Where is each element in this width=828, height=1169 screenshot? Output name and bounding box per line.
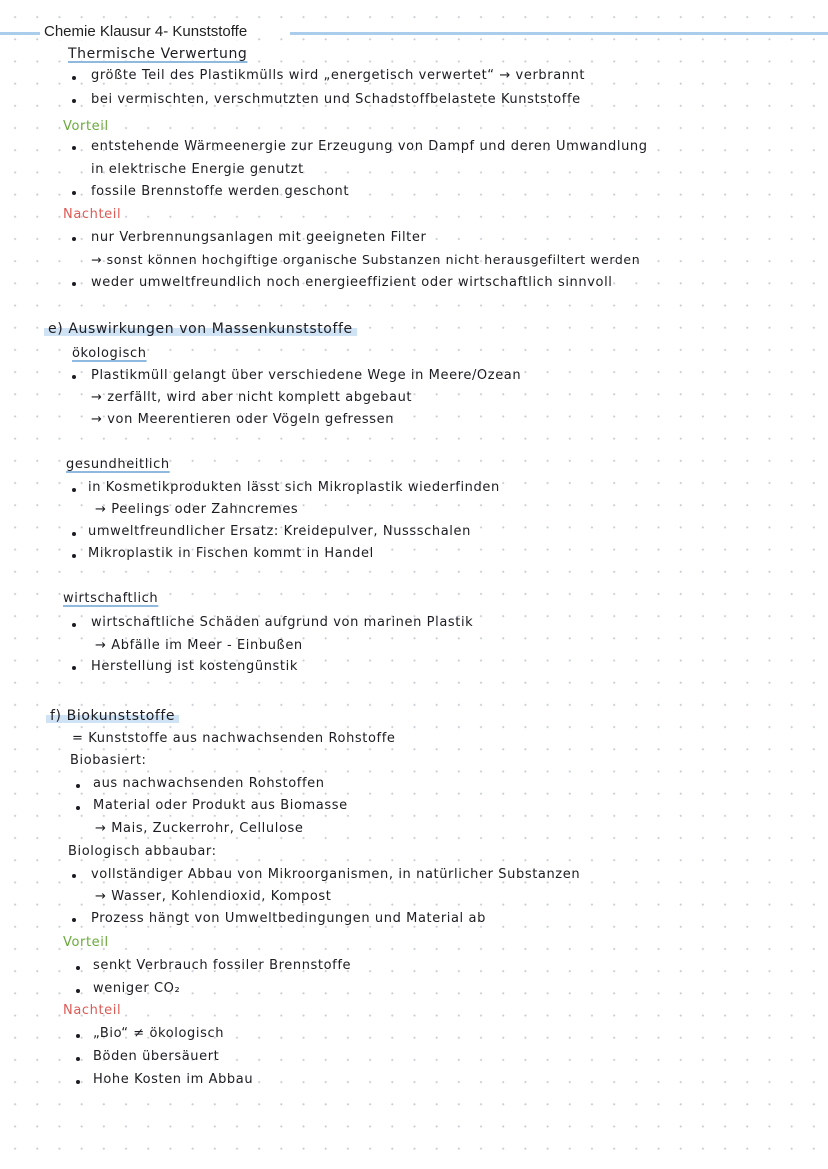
bullet bbox=[72, 375, 76, 379]
list-item: bei vermischten, verschmutzten und Schadstoffbelastete Kunststoffe bbox=[91, 92, 581, 107]
list-item: größte Teil des Plastikmülls wird „energetisch verwertet“ → verbrannt bbox=[91, 68, 586, 83]
list-item: weder umweltfreundlich noch energieeffizient oder wirtschaftlich sinnvoll bbox=[91, 275, 613, 290]
list-item: umweltfreundlicher Ersatz: Kreidepulver, Nussschalen bbox=[88, 524, 471, 539]
list-item: fossile Brennstoffe werden geschont bbox=[91, 184, 350, 199]
bullet bbox=[76, 1034, 80, 1038]
section-heading-e: e) Auswirkungen von Massenkunststoffe bbox=[44, 321, 357, 337]
bullet bbox=[72, 146, 76, 150]
subheading-biobasiert: Biobasiert: bbox=[70, 753, 147, 768]
section-heading-f: f) Biokunststoffe bbox=[46, 708, 179, 724]
title-rule-right bbox=[290, 32, 828, 35]
bullet bbox=[72, 554, 76, 558]
list-item: Hohe Kosten im Abbau bbox=[93, 1072, 254, 1087]
bullet bbox=[72, 99, 76, 103]
bullet bbox=[76, 966, 80, 970]
bullet bbox=[76, 806, 80, 810]
list-item: Böden übersäuert bbox=[93, 1049, 220, 1064]
subheading-oekologisch: ökologisch bbox=[72, 346, 147, 361]
vorteil-label: Vorteil bbox=[63, 935, 109, 950]
title-bar bbox=[0, 24, 828, 40]
list-item: weniger CO₂ bbox=[93, 981, 181, 996]
bullet bbox=[76, 1057, 80, 1061]
bullet bbox=[76, 989, 80, 993]
list-item-continued: → von Meerentieren oder Vögeln gefressen bbox=[91, 412, 395, 427]
section-heading-thermisch: Thermische Verwertung bbox=[68, 46, 248, 62]
bullet bbox=[72, 918, 76, 922]
bullet bbox=[72, 623, 76, 627]
bullet bbox=[76, 1080, 80, 1084]
list-item-continued: → Abfälle im Meer - Einbußen bbox=[95, 638, 303, 653]
list-item: wirtschaftliche Schäden aufgrund von marinen Plastik bbox=[91, 615, 474, 630]
nachteil-label: Nachteil bbox=[63, 1003, 122, 1018]
page-title: Chemie Klausur 4- Kunststoffe bbox=[44, 23, 248, 40]
list-item: in Kosmetikprodukten lässt sich Mikroplastik wiederfinden bbox=[88, 480, 500, 495]
list-item-continued: → Wasser, Kohlendioxid, Kompost bbox=[95, 889, 332, 904]
bullet bbox=[72, 76, 76, 80]
bullet bbox=[72, 666, 76, 670]
subheading-abbaubar: Biologisch abbaubar: bbox=[68, 844, 217, 859]
list-item: aus nachwachsenden Rohstoffen bbox=[93, 776, 325, 791]
bullet bbox=[76, 784, 80, 788]
title-rule-left bbox=[0, 32, 40, 35]
bullet bbox=[72, 282, 76, 286]
subheading-gesundheitlich: gesundheitlich bbox=[66, 457, 170, 472]
bullet bbox=[72, 874, 76, 878]
list-item: Material oder Produkt aus Biomasse bbox=[93, 798, 348, 813]
vorteil-label: Vorteil bbox=[63, 119, 109, 134]
list-item: nur Verbrennungsanlagen mit geeigneten Filter bbox=[91, 230, 427, 245]
list-item: Prozess hängt von Umweltbedingungen und Material ab bbox=[91, 911, 486, 926]
list-item: Plastikmüll gelangt über verschiedene Wege in Meere/Ozean bbox=[91, 368, 522, 383]
list-item-continued: → sonst können hochgiftige organische Substanzen nicht herausgefiltert werden bbox=[91, 252, 641, 267]
list-item: senkt Verbrauch fossiler Brennstoffe bbox=[93, 958, 352, 973]
list-item: vollständiger Abbau von Mikroorganismen, in natürlicher Substanzen bbox=[91, 867, 581, 882]
bullet bbox=[72, 237, 76, 241]
list-item: Herstellung ist kostengünstik bbox=[91, 659, 298, 674]
bullet bbox=[72, 532, 76, 536]
subheading-wirtschaftlich: wirtschaftlich bbox=[63, 591, 159, 606]
list-item: „Bio“ ≠ ökologisch bbox=[93, 1026, 225, 1041]
bullet bbox=[72, 191, 76, 195]
bullet bbox=[72, 488, 76, 492]
list-item-continued: in elektrische Energie genutzt bbox=[91, 162, 304, 177]
list-item-continued: → Mais, Zuckerrohr, Cellulose bbox=[95, 821, 304, 836]
nachteil-label: Nachteil bbox=[63, 207, 122, 222]
list-item-continued: → zerfällt, wird aber nicht komplett abgebaut bbox=[91, 390, 413, 405]
list-item-continued: → Peelings oder Zahncremes bbox=[95, 502, 299, 517]
definition: = Kunststoffe aus nachwachsenden Rohstoffe bbox=[72, 731, 396, 746]
list-item: Mikroplastik in Fischen kommt in Handel bbox=[88, 546, 374, 561]
list-item: entstehende Wärmeenergie zur Erzeugung von Dampf und deren Umwandlung bbox=[91, 139, 648, 154]
